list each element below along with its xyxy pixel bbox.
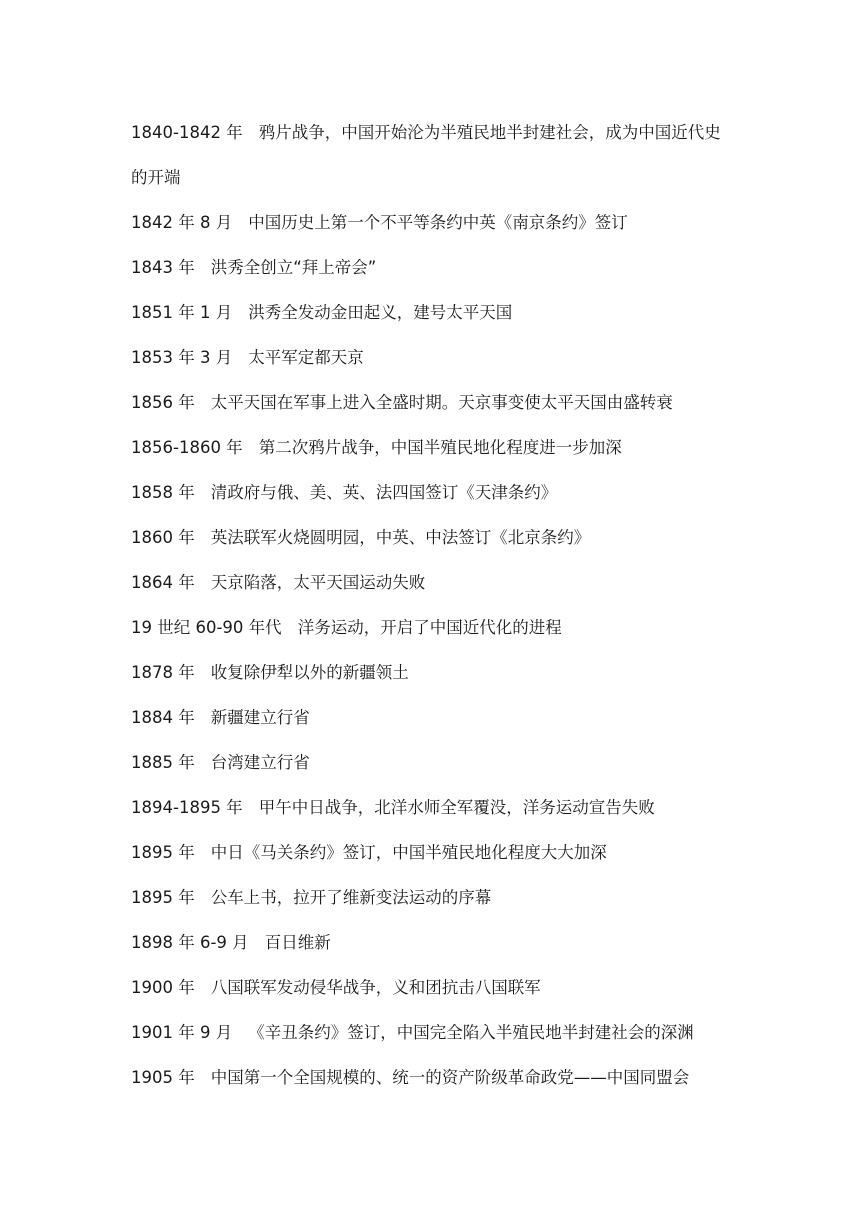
timeline-list (131, 110, 731, 1100)
entry-event: 洋务运动，开启了中国近代化的进程 (297, 618, 562, 637)
entry-event: 八国联军发动侵华战争，义和团抗击八国联军 (210, 978, 541, 997)
entry-date: 1898 年 6-9 月 (131, 933, 249, 952)
entry-event: 百日维新 (264, 933, 331, 952)
timeline-entry (131, 1010, 731, 1055)
entry-date: 1843 年 (131, 258, 195, 277)
entry-event: 鸦片战争，中国开始沦为半殖民地半封建社会，成为中国近代史的开端 (131, 123, 721, 187)
timeline-entry (131, 605, 731, 650)
entry-date: 1858 年 (131, 483, 195, 502)
entry-date: 1851 年 1 月 (131, 303, 233, 322)
entry-event: 中国第一个全国规模的、统一的资产阶级革命政党——中国同盟会 (210, 1068, 690, 1087)
timeline-entry (131, 425, 731, 470)
timeline-entry (131, 650, 731, 695)
entry-date: 1853 年 3 月 (131, 348, 233, 367)
entry-date: 1895 年 (131, 843, 195, 862)
entry-date: 1901 年 9 月 (131, 1023, 233, 1042)
timeline-entry (131, 470, 731, 515)
entry-event: 收复除伊犁以外的新疆领土 (210, 663, 409, 682)
timeline-entry (131, 380, 731, 425)
entry-date: 1885 年 (131, 753, 195, 772)
timeline-entry (131, 200, 731, 245)
timeline-entry (131, 965, 731, 1010)
timeline-entry (131, 335, 731, 380)
entry-date: 1864 年 (131, 573, 195, 592)
entry-date: 1842 年 8 月 (131, 213, 233, 232)
entry-date: 1894-1895 年 (131, 798, 243, 817)
entry-event: 中国历史上第一个不平等条约中英《南京条约》签订 (248, 213, 628, 232)
timeline-entry (131, 290, 731, 335)
entry-event: 《辛丑条约》签订，中国完全陷入半殖民地半封建社会的深渊 (248, 1023, 694, 1042)
entry-date: 1895 年 (131, 888, 195, 907)
entry-date: 19 世纪 60-90 年代 (131, 618, 282, 637)
timeline-entry (131, 830, 731, 875)
timeline-entry (131, 920, 731, 965)
entry-event: 甲午中日战争，北洋水师全军覆没，洋务运动宣告失败 (258, 798, 655, 817)
timeline-entry (131, 875, 731, 920)
entry-event: 太平天国在军事上进入全盛时期。天京事变使太平天国由盛转衰 (210, 393, 673, 412)
entry-event: 中日《马关条约》签订，中国半殖民地化程度大大加深 (210, 843, 607, 862)
entry-event: 新疆建立行省 (210, 708, 310, 727)
entry-event: 公车上书，拉开了维新变法运动的序幕 (210, 888, 492, 907)
entry-event: 天京陷落，太平天国运动失败 (210, 573, 426, 592)
timeline-entry (131, 740, 731, 785)
timeline-entry (131, 245, 731, 290)
entry-event: 清政府与俄、美、英、法四国签订《天津条约》 (210, 483, 558, 502)
timeline-entry (131, 560, 731, 605)
timeline-entry (131, 695, 731, 740)
timeline-entry (131, 1055, 731, 1100)
entry-event: 洪秀全发动金田起义，建号太平天国 (248, 303, 513, 322)
entry-event: 英法联军火烧圆明园，中英、中法签订《北京条约》 (210, 528, 591, 547)
entry-event: 台湾建立行省 (210, 753, 310, 772)
entry-event: 洪秀全创立“拜上帝会” (210, 258, 377, 277)
timeline-entry (131, 110, 731, 200)
timeline-entry (131, 515, 731, 560)
entry-date: 1905 年 (131, 1068, 195, 1087)
entry-date: 1856-1860 年 (131, 438, 243, 457)
entry-event: 太平军定都天京 (248, 348, 364, 367)
entry-date: 1860 年 (131, 528, 195, 547)
entry-date: 1900 年 (131, 978, 195, 997)
timeline-entry (131, 785, 731, 830)
entry-date: 1840-1842 年 (131, 123, 243, 142)
entry-date: 1878 年 (131, 663, 195, 682)
entry-date: 1856 年 (131, 393, 195, 412)
entry-event: 第二次鸦片战争，中国半殖民地化程度进一步加深 (258, 438, 622, 457)
entry-date: 1884 年 (131, 708, 195, 727)
